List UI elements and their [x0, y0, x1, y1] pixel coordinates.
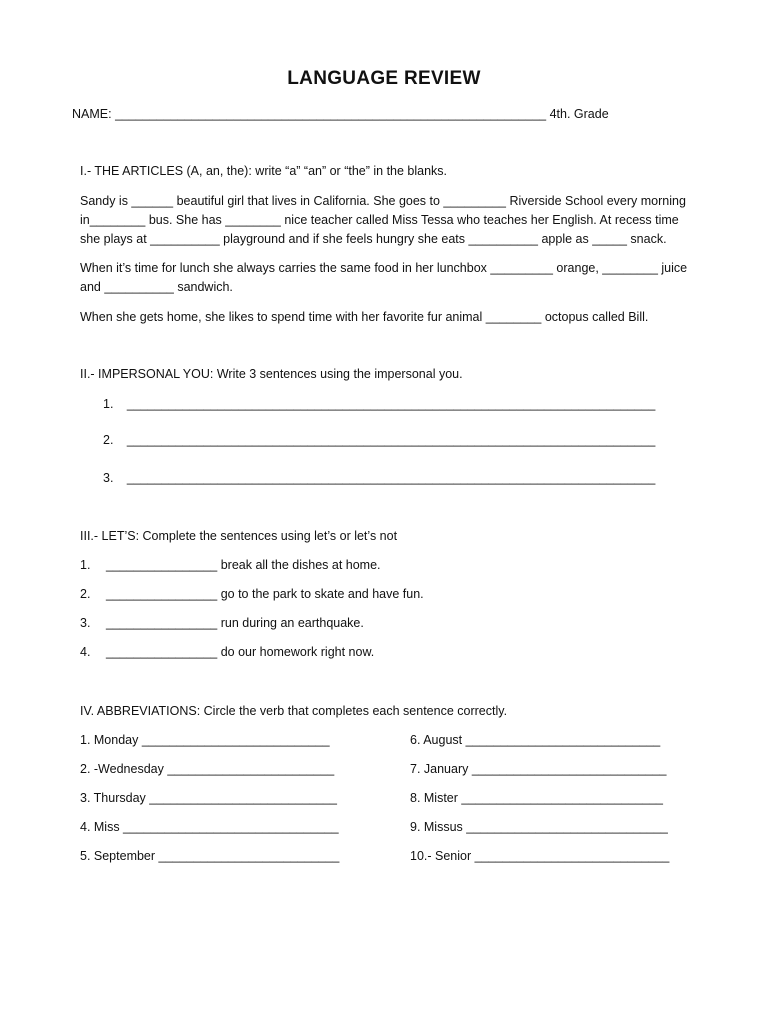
abbreviation-item: 2. -Wednesday ________________________	[80, 762, 335, 776]
section-articles-paragraph-3	[80, 308, 700, 327]
abbreviation-item: 3. Thursday ___________________________	[80, 791, 337, 805]
abbreviation-item: 5. September __________________________	[80, 849, 340, 863]
abbreviation-item: 4. Miss _______________________________	[80, 820, 339, 834]
item-text: ________________ run during an earthquake.	[106, 616, 364, 630]
lets-item	[80, 587, 424, 601]
page-title: LANGUAGE REVIEW	[287, 68, 481, 89]
item-blank: ____________________________________________________________________________	[126, 471, 656, 485]
paragraph-line: Sandy is ______ beautiful girl that lives in California. She goes to _________ Riverside School every morning	[80, 194, 686, 208]
item-text: ________________ go to the park to skate and have fun.	[106, 587, 424, 601]
item-number: 4.	[80, 645, 91, 659]
section-articles-heading: I.- THE ARTICLES (A, an, the): write “a” “an” or “the” in the blanks.	[80, 164, 448, 178]
abbreviation-item: 1. Monday ___________________________	[80, 733, 330, 747]
abbreviation-item: 7. January ____________________________	[410, 762, 667, 776]
section-lets-heading: III.- LET’S: Complete the sentences using let’s or let’s not	[80, 529, 398, 543]
name-label: NAME:	[72, 107, 112, 121]
paragraph-line: When it’s time for lunch she always carries the same food in her lunchbox _________ orange, ________ juice	[80, 261, 688, 275]
item-number: 1.	[103, 397, 114, 411]
lets-item	[80, 645, 374, 659]
section-abbreviations-heading: IV. ABBREVIATIONS: Circle the verb that completes each sentence correctly.	[80, 704, 508, 718]
grade-label: 4th. Grade	[549, 107, 609, 121]
lets-item	[80, 558, 381, 572]
paragraph-line: in________ bus. She has ________ nice teacher called Miss Tessa who teaches her English. At recess time	[80, 213, 679, 227]
section-articles-paragraph-1	[80, 192, 700, 249]
impersonal-item	[103, 433, 655, 447]
paragraph-line: When she gets home, she likes to spend time with her favorite fur animal ________ octopus called Bill.	[80, 310, 649, 324]
section-articles-paragraph-2	[80, 259, 700, 297]
section-impersonal-heading: II.- IMPERSONAL YOU: Write 3 sentences using the impersonal you.	[80, 367, 463, 381]
abbreviation-item: 10.- Senior ____________________________	[410, 849, 670, 863]
item-number: 2.	[80, 587, 91, 601]
impersonal-item	[103, 471, 655, 485]
item-number: 1.	[80, 558, 91, 572]
abbreviation-item: 9. Missus _____________________________	[410, 820, 668, 834]
name-blank: ______________________________________________________________	[115, 107, 547, 121]
item-number: 2.	[103, 433, 114, 447]
impersonal-item	[103, 397, 655, 411]
paragraph-line: and __________ sandwich.	[80, 280, 233, 294]
item-number: 3.	[80, 616, 91, 630]
item-text: ________________ break all the dishes at home.	[106, 558, 381, 572]
item-number: 3.	[103, 471, 114, 485]
paragraph-line: she plays at __________ playground and if she feels hungry she eats __________ apple as _____ snack.	[80, 232, 667, 246]
lets-item	[80, 616, 364, 630]
abbreviation-item: 8. Mister _____________________________	[410, 791, 664, 805]
item-blank: ____________________________________________________________________________	[126, 397, 656, 411]
item-text: ________________ do our homework right now.	[106, 645, 375, 659]
name-line	[72, 107, 609, 121]
item-blank: ____________________________________________________________________________	[126, 433, 656, 447]
abbreviation-item: 6. August ____________________________	[410, 733, 661, 747]
